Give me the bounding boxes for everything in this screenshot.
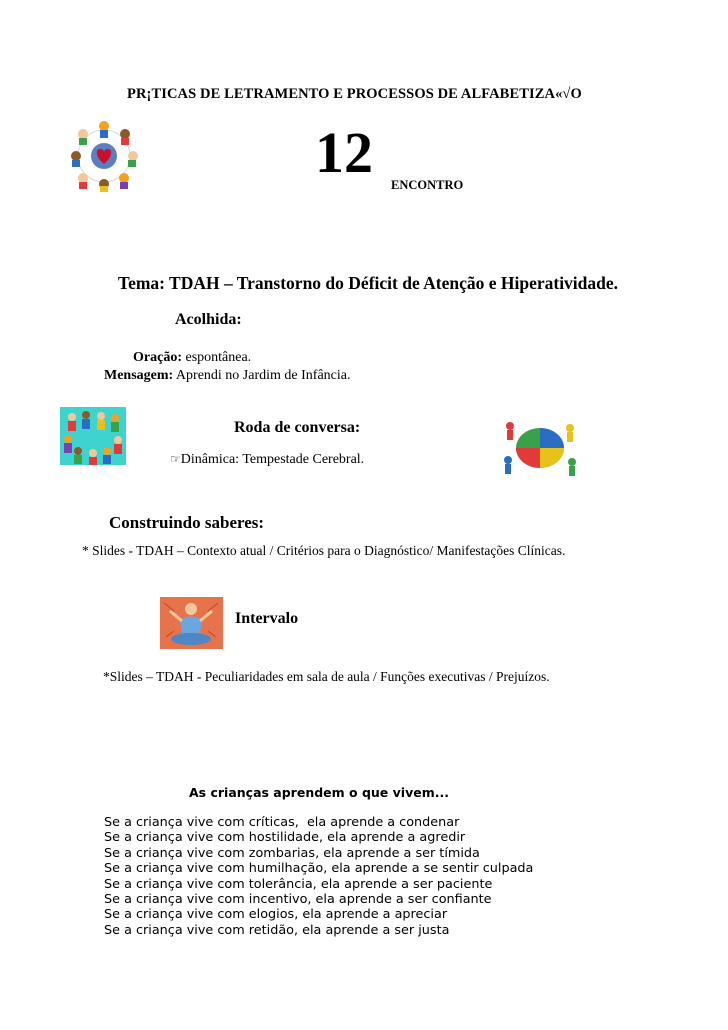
meeting-number: 12	[315, 120, 373, 185]
dynamic-text: Dinâmica: Tempestade Cerebral.	[180, 452, 365, 467]
slides-line-2: *Slides – TDAH - Peculiaridades em sala de aula / Funções executivas / Prejuízos.	[103, 669, 550, 684]
meeting-label: ENCONTRO	[391, 178, 464, 192]
dynamic-line	[170, 452, 364, 468]
theme-heading: Tema: TDAH – Transtorno do Déficit de Atenção e Hiperatividade.	[118, 273, 619, 293]
poem-line: Se a criança vive com hostilidade, ela aprende a agredir	[104, 830, 466, 846]
poem-line: Se a criança vive com elogios, ela aprende a apreciar	[104, 907, 448, 923]
poem-line: Se a criança vive com humilhação, ela aprende a se sentir culpada	[104, 861, 534, 877]
poem-line: Se a criança vive com críticas, ela aprende a condenar	[104, 815, 460, 830]
poem-body	[104, 815, 533, 938]
poem-line: Se a criança vive com incentivo, ela aprende a ser confiante	[104, 892, 492, 908]
document-header-title: PR¡TICAS DE LETRAMENTO E PROCESSOS DE ALFABETIZA«√O	[127, 86, 582, 102]
slides-line-1: * Slides - TDAH – Contexto atual / Critérios para o Diagnóstico/ Manifestações Clínicas.	[82, 543, 566, 558]
yoga-meditation-icon	[160, 597, 223, 649]
prayer-value: espontânea.	[181, 350, 252, 365]
prayer-line	[133, 350, 251, 366]
message-value: Aprendi no Jardim de Infância.	[173, 368, 351, 383]
conversation-circle-heading: Roda de conversa:	[234, 419, 361, 436]
children-circle-heart-icon	[70, 120, 138, 192]
pointing-hand-icon: ☞	[170, 452, 181, 466]
poem-line: Se a criança vive com tolerância, ela aprende a ser paciente	[104, 876, 493, 892]
poem-line: Se a criança vive com retidão, ela aprende a ser justa	[104, 922, 450, 938]
message-label: Mensagem:	[104, 368, 174, 383]
children-group-icon	[60, 407, 126, 465]
break-heading: Intervalo	[235, 610, 299, 627]
poem-line: Se a criança vive com zombarias, ela aprende a ser tímida	[104, 845, 480, 861]
puzzle-people-icon	[498, 418, 580, 478]
prayer-label: Oração:	[133, 350, 182, 365]
building-knowledge-heading: Construindo saberes:	[109, 513, 265, 532]
poem-title: As crianças aprendem o que vivem...	[189, 785, 449, 800]
message-line	[104, 368, 350, 384]
welcome-heading: Acolhida:	[175, 311, 242, 328]
